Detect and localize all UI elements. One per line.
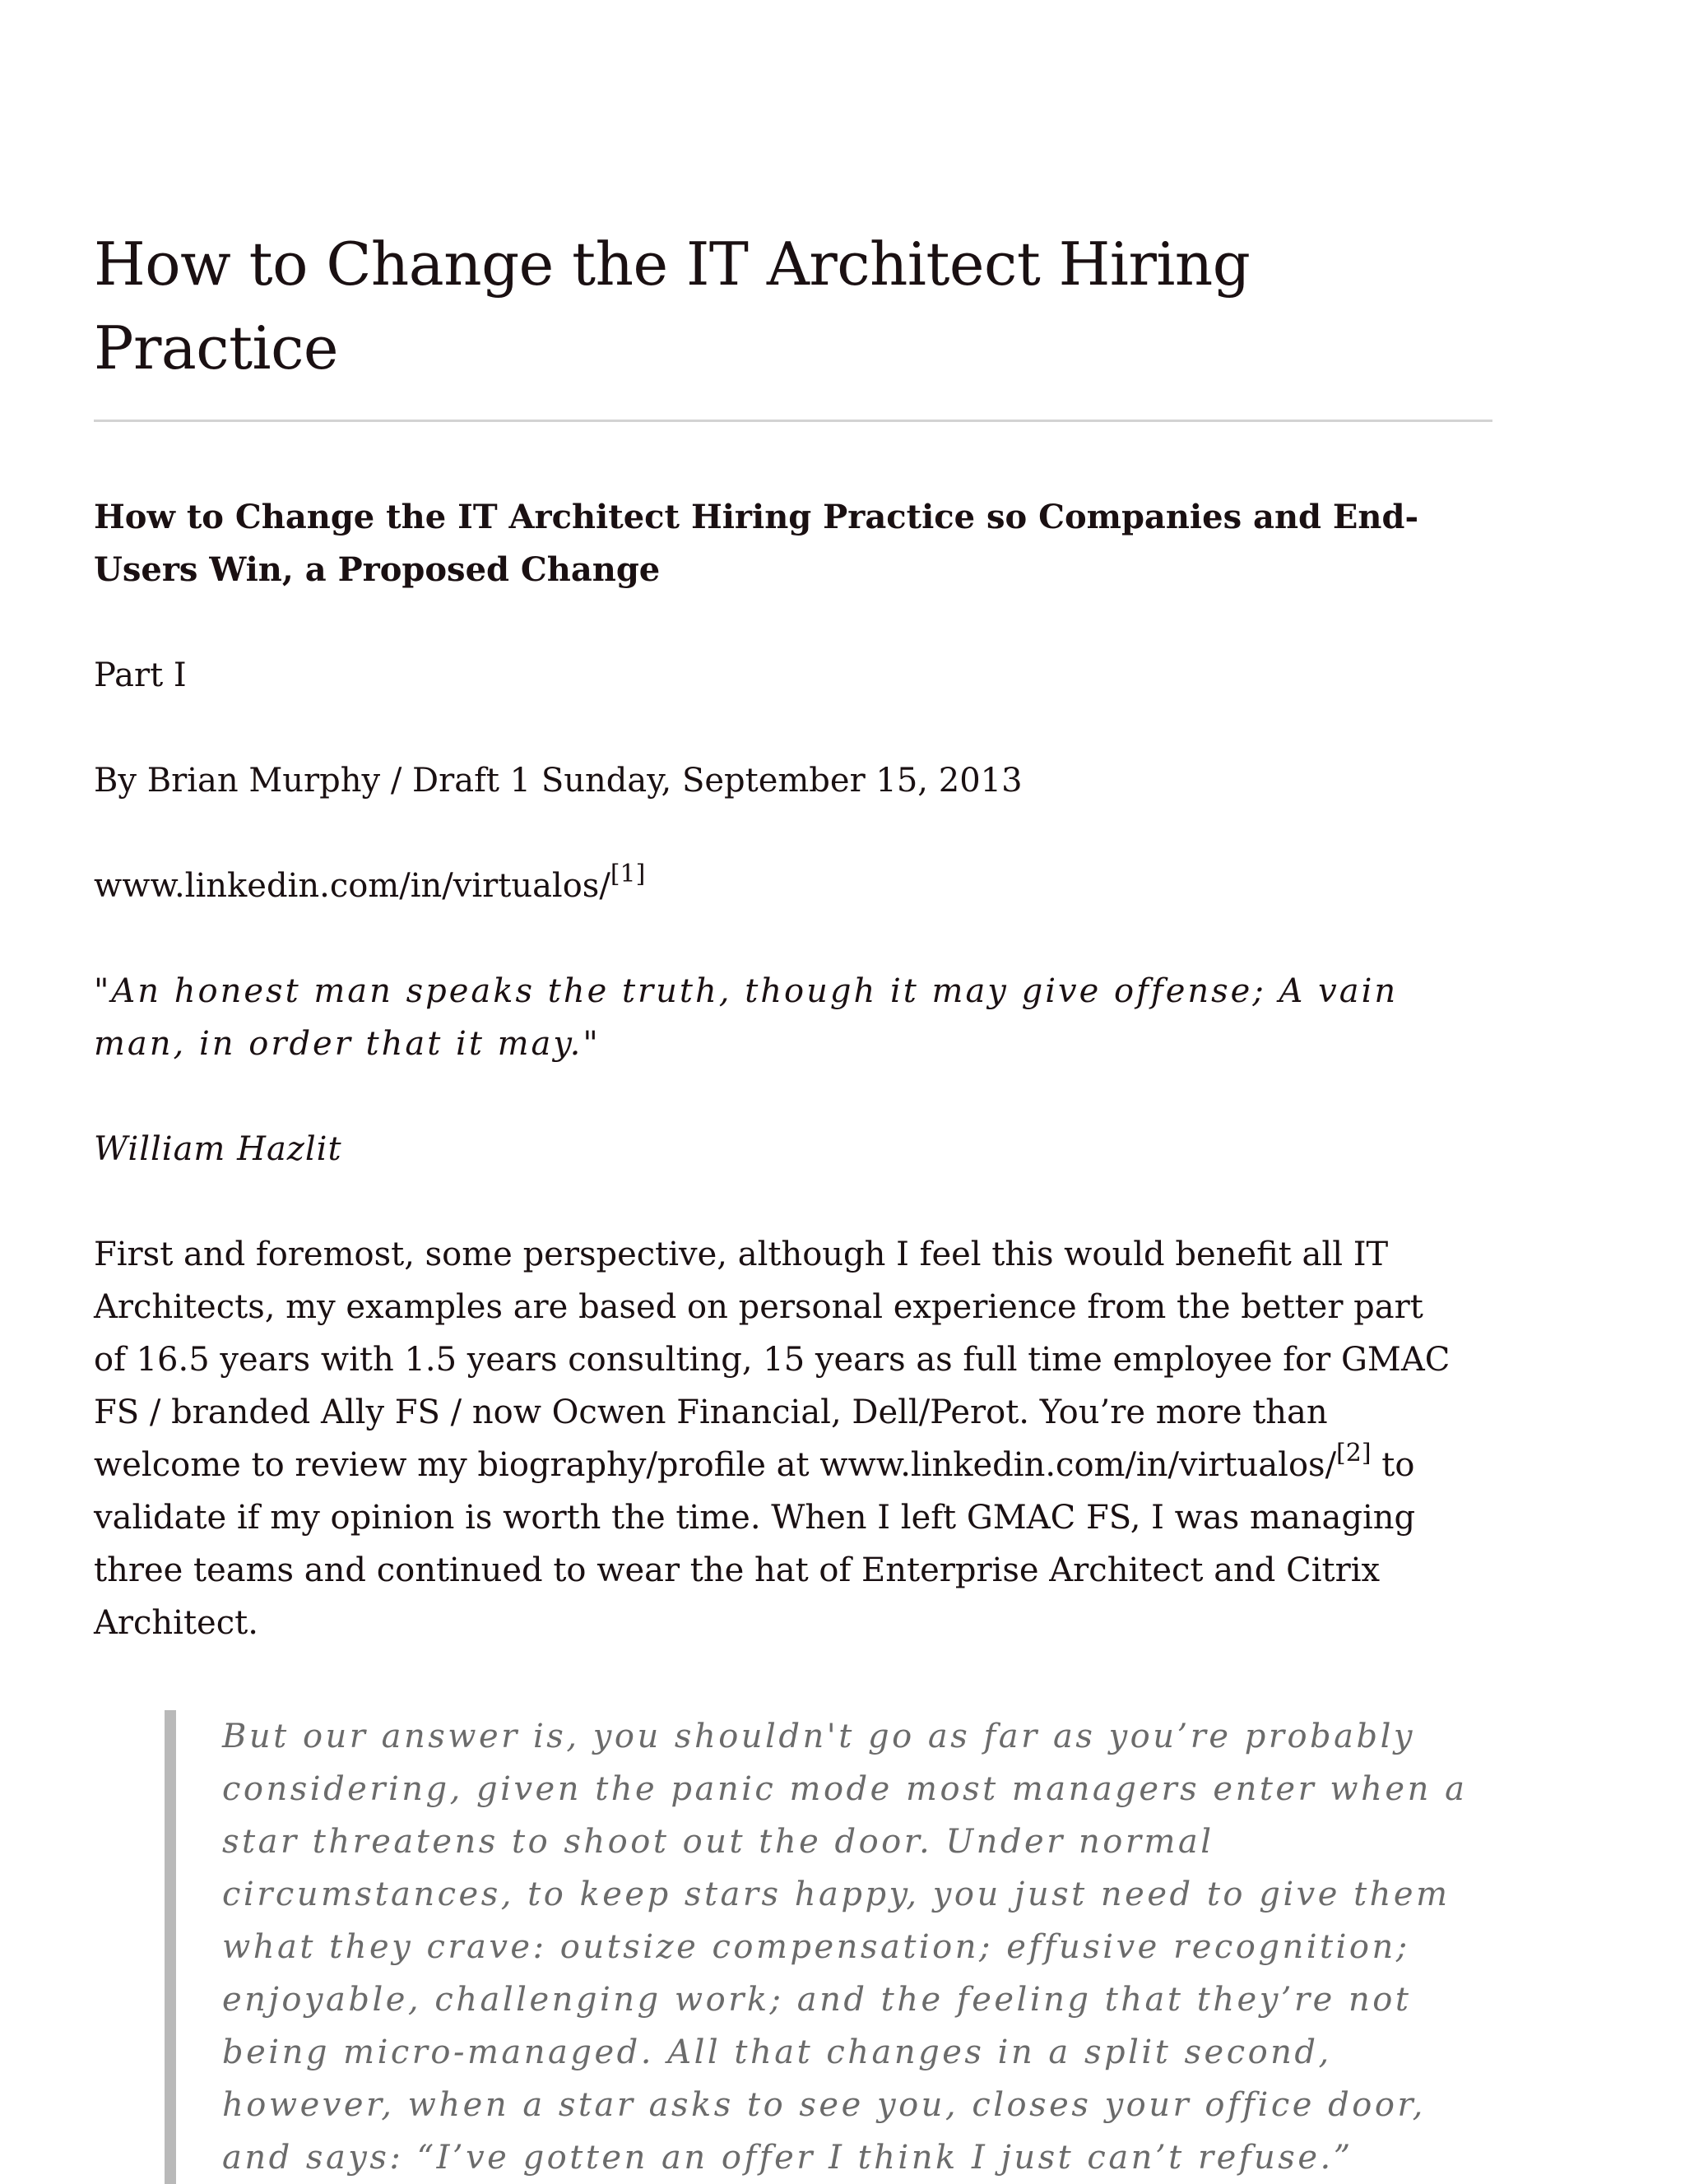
document-subtitle: How to Change the IT Architect Hiring Practice so Companies and End-Users Win, a Proposed Change (94, 498, 1419, 589)
profile-link[interactable]: www.linkedin.com/in/virtualos/ (94, 867, 610, 905)
document-page (94, 222, 1492, 2184)
body-paragraph-part2: to validate if my opinion is worth the time. When I left GMAC FS, I was managing three teams and continued to wear the hat of Enterprise Architect and Citrix Architect. (94, 1446, 1416, 1642)
block-quotation: But our answer is, you shouldn't go as far as you’re probably considering, given the panic mode most managers enter when a star threatens to shoot out the door. Under normal circumstances, to keep stars happy, you just need to give them what they crave: outsize compensation; effusive recognition; enjoyable, challenging work; and the feeling that they’re not being micro-managed. All that changes in a split second, however, when a star asks to see you, closes your office door, and says: “I’ve gotten an offer I think I just can’t refuse.” (165, 1710, 1489, 2184)
epigraph-quote: "An honest man speaks the truth, though it may give offense; A vain man, in order that it may." (94, 972, 1399, 1063)
footnote-ref-1[interactable]: [1] (610, 860, 646, 888)
epigraph-author: William Hazlit (94, 1130, 342, 1168)
body-paragraph-part1: First and foremost, some perspective, although I feel this would benefit all IT Architects, my examples are based on personal experience from the better part of 16.5 years with 1.5 years consulting, 15 years as full time employee for GMAC FS / branded Ally FS / now Ocwen Financial, Dell/Perot. You’re more than welcome to review my biography/profile at www.linkedin.com/in/virtualos/ (94, 1236, 1451, 1484)
footnote-ref-2[interactable]: [2] (1336, 1439, 1372, 1468)
title-divider (94, 420, 1492, 422)
part-label: Part I (94, 656, 187, 694)
page-title: How to Change the IT Architect Hiring Practice (94, 230, 1251, 383)
profile-link-line (94, 860, 1492, 912)
body-paragraph (94, 1228, 1460, 1649)
byline: By Brian Murphy / Draft 1 Sunday, September 15, 2013 (94, 762, 1023, 800)
